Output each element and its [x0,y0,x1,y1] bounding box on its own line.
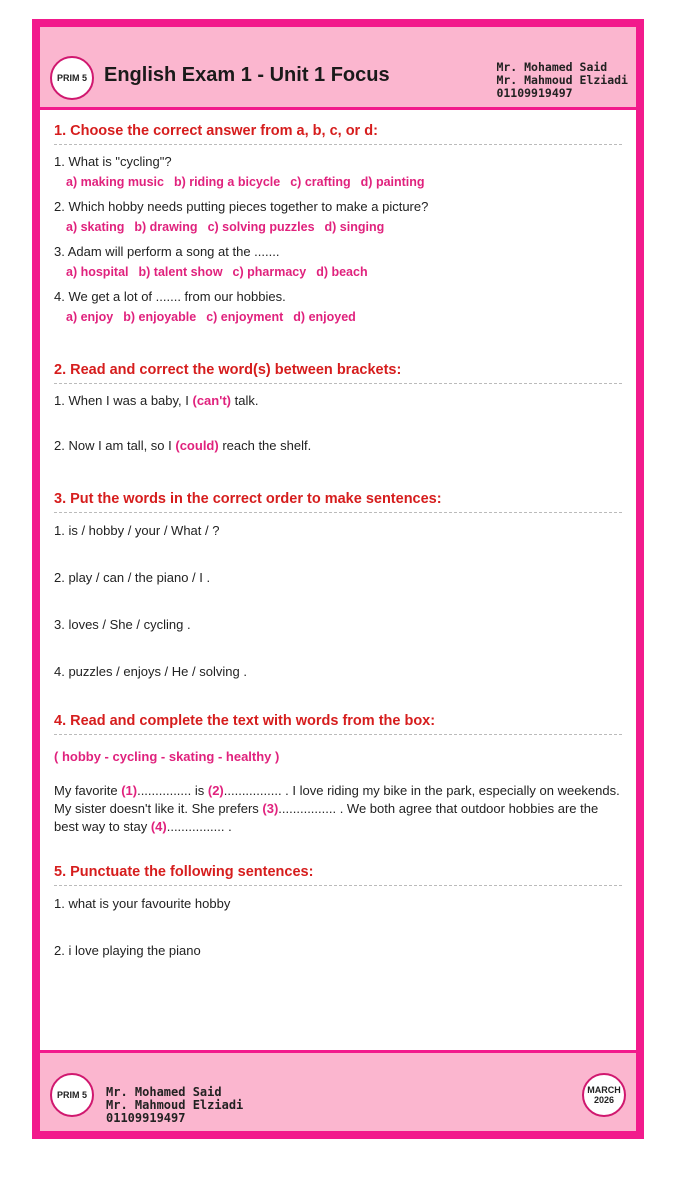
teacher-name-2: Mr. Mahmoud Elziadi [496,73,628,87]
teacher-phone: 01109919497 [106,1111,186,1125]
question-text: 4. We get a lot of ....... from our hobbies. [54,289,286,304]
question-text: 3. Adam will perform a song at the ....... [54,244,280,259]
question-block [54,199,622,234]
item-text: 1. When I was a baby, I [54,393,193,408]
blank-number: (4) [150,819,167,834]
order-item: 2. play / can / the piano / I . [54,570,211,585]
exam-sheet [32,19,644,1139]
blank-number: (1) [121,783,138,798]
teacher-name-2: Mr. Mahmoud Elziadi [106,1098,244,1112]
option-a[interactable]: a) making music [66,175,164,189]
footer-band [40,1050,636,1131]
section-choose [54,123,622,324]
punctuate-item: 1. what is your favourite hobby [54,896,231,911]
date-badge [582,1073,626,1117]
option-a[interactable]: a) skating [66,220,125,234]
grade-badge: PRIM 5 [50,56,94,100]
option-c[interactable]: c) enjoyment [206,310,284,324]
punctuate-item: 2. i love playing the piano [54,943,201,958]
order-item: 4. puzzles / enjoys / He / solving . [54,664,247,679]
question-text: 1. What is "cycling"? [54,154,172,169]
order-item: 1. is / hobby / your / What / ? [54,523,220,538]
option-d[interactable]: d) painting [360,175,425,189]
option-b[interactable]: b) talent show [138,265,223,279]
section-title: 5. Punctuate the following sentences: [54,864,622,886]
answer-options [66,310,622,324]
section-punctuate [54,864,622,958]
correct-item [54,393,622,408]
option-b[interactable]: b) riding a bicycle [173,175,281,189]
text-part: ................ . We both agree that outdoor hobbies are the best way to stay [54,801,599,834]
section-correct [54,362,622,453]
section-order [54,491,622,679]
option-a[interactable]: a) hospital [66,265,129,279]
option-c[interactable]: c) pharmacy [232,265,307,279]
option-b[interactable]: b) enjoyable [123,310,197,324]
section-title: 3. Put the words in the correct order to make sentences: [54,491,622,513]
text-part: ................ . I love riding my bike in the park, especially on weekends. My sister doesn't like it. She prefers [54,783,620,816]
gap-fill-text [54,782,622,836]
page-title: English Exam 1 - Unit 1 Focus [104,64,390,86]
answer-options [66,220,622,234]
section-complete [54,713,622,836]
option-b[interactable]: b) drawing [134,220,198,234]
teacher-name-1: Mr. Mohamed Said [496,60,608,74]
teacher-info [106,1086,243,1125]
blank-number: (2) [207,783,224,798]
correct-item [54,438,622,453]
item-text: talk. [230,393,259,408]
grade-badge: PRIM 5 [50,1073,94,1117]
blank-number: (3) [262,801,279,816]
question-text: 2. Which hobby needs putting pieces together to make a picture? [54,199,429,214]
section-title: 1. Choose the correct answer from a, b, c, or d: [54,123,622,145]
text-part: ................ . [166,819,232,834]
bracket-word: (could) [175,438,219,453]
teacher-name-1: Mr. Mohamed Said [106,1085,222,1099]
order-item: 3. loves / She / cycling . [54,617,191,632]
teacher-info [496,61,628,100]
section-title: 4. Read and complete the text with words from the box: [54,713,622,735]
option-d[interactable]: d) beach [316,265,368,279]
question-block [54,154,622,189]
text-part: ............... is [137,783,208,798]
date-year: 2026 [593,1095,615,1105]
item-text: reach the shelf. [218,438,312,453]
date-month: MARCH [587,1085,621,1095]
option-c[interactable]: c) solving puzzles [207,220,315,234]
option-d[interactable]: d) enjoyed [293,310,356,324]
item-text: 2. Now I am tall, so I [54,438,176,453]
answer-options [66,175,622,189]
header-band [40,27,636,110]
answer-options [66,265,622,279]
option-c[interactable]: c) crafting [290,175,351,189]
option-a[interactable]: a) enjoy [66,310,114,324]
question-block [54,244,622,279]
section-title: 2. Read and correct the word(s) between brackets: [54,362,622,384]
word-box: ( hobby - cycling - skating - healthy ) [54,749,280,764]
teacher-phone: 01109919497 [496,86,573,100]
text-part: My favorite [54,783,122,798]
question-block [54,289,622,324]
option-d[interactable]: d) singing [324,220,385,234]
bracket-word: (can't) [192,393,231,408]
